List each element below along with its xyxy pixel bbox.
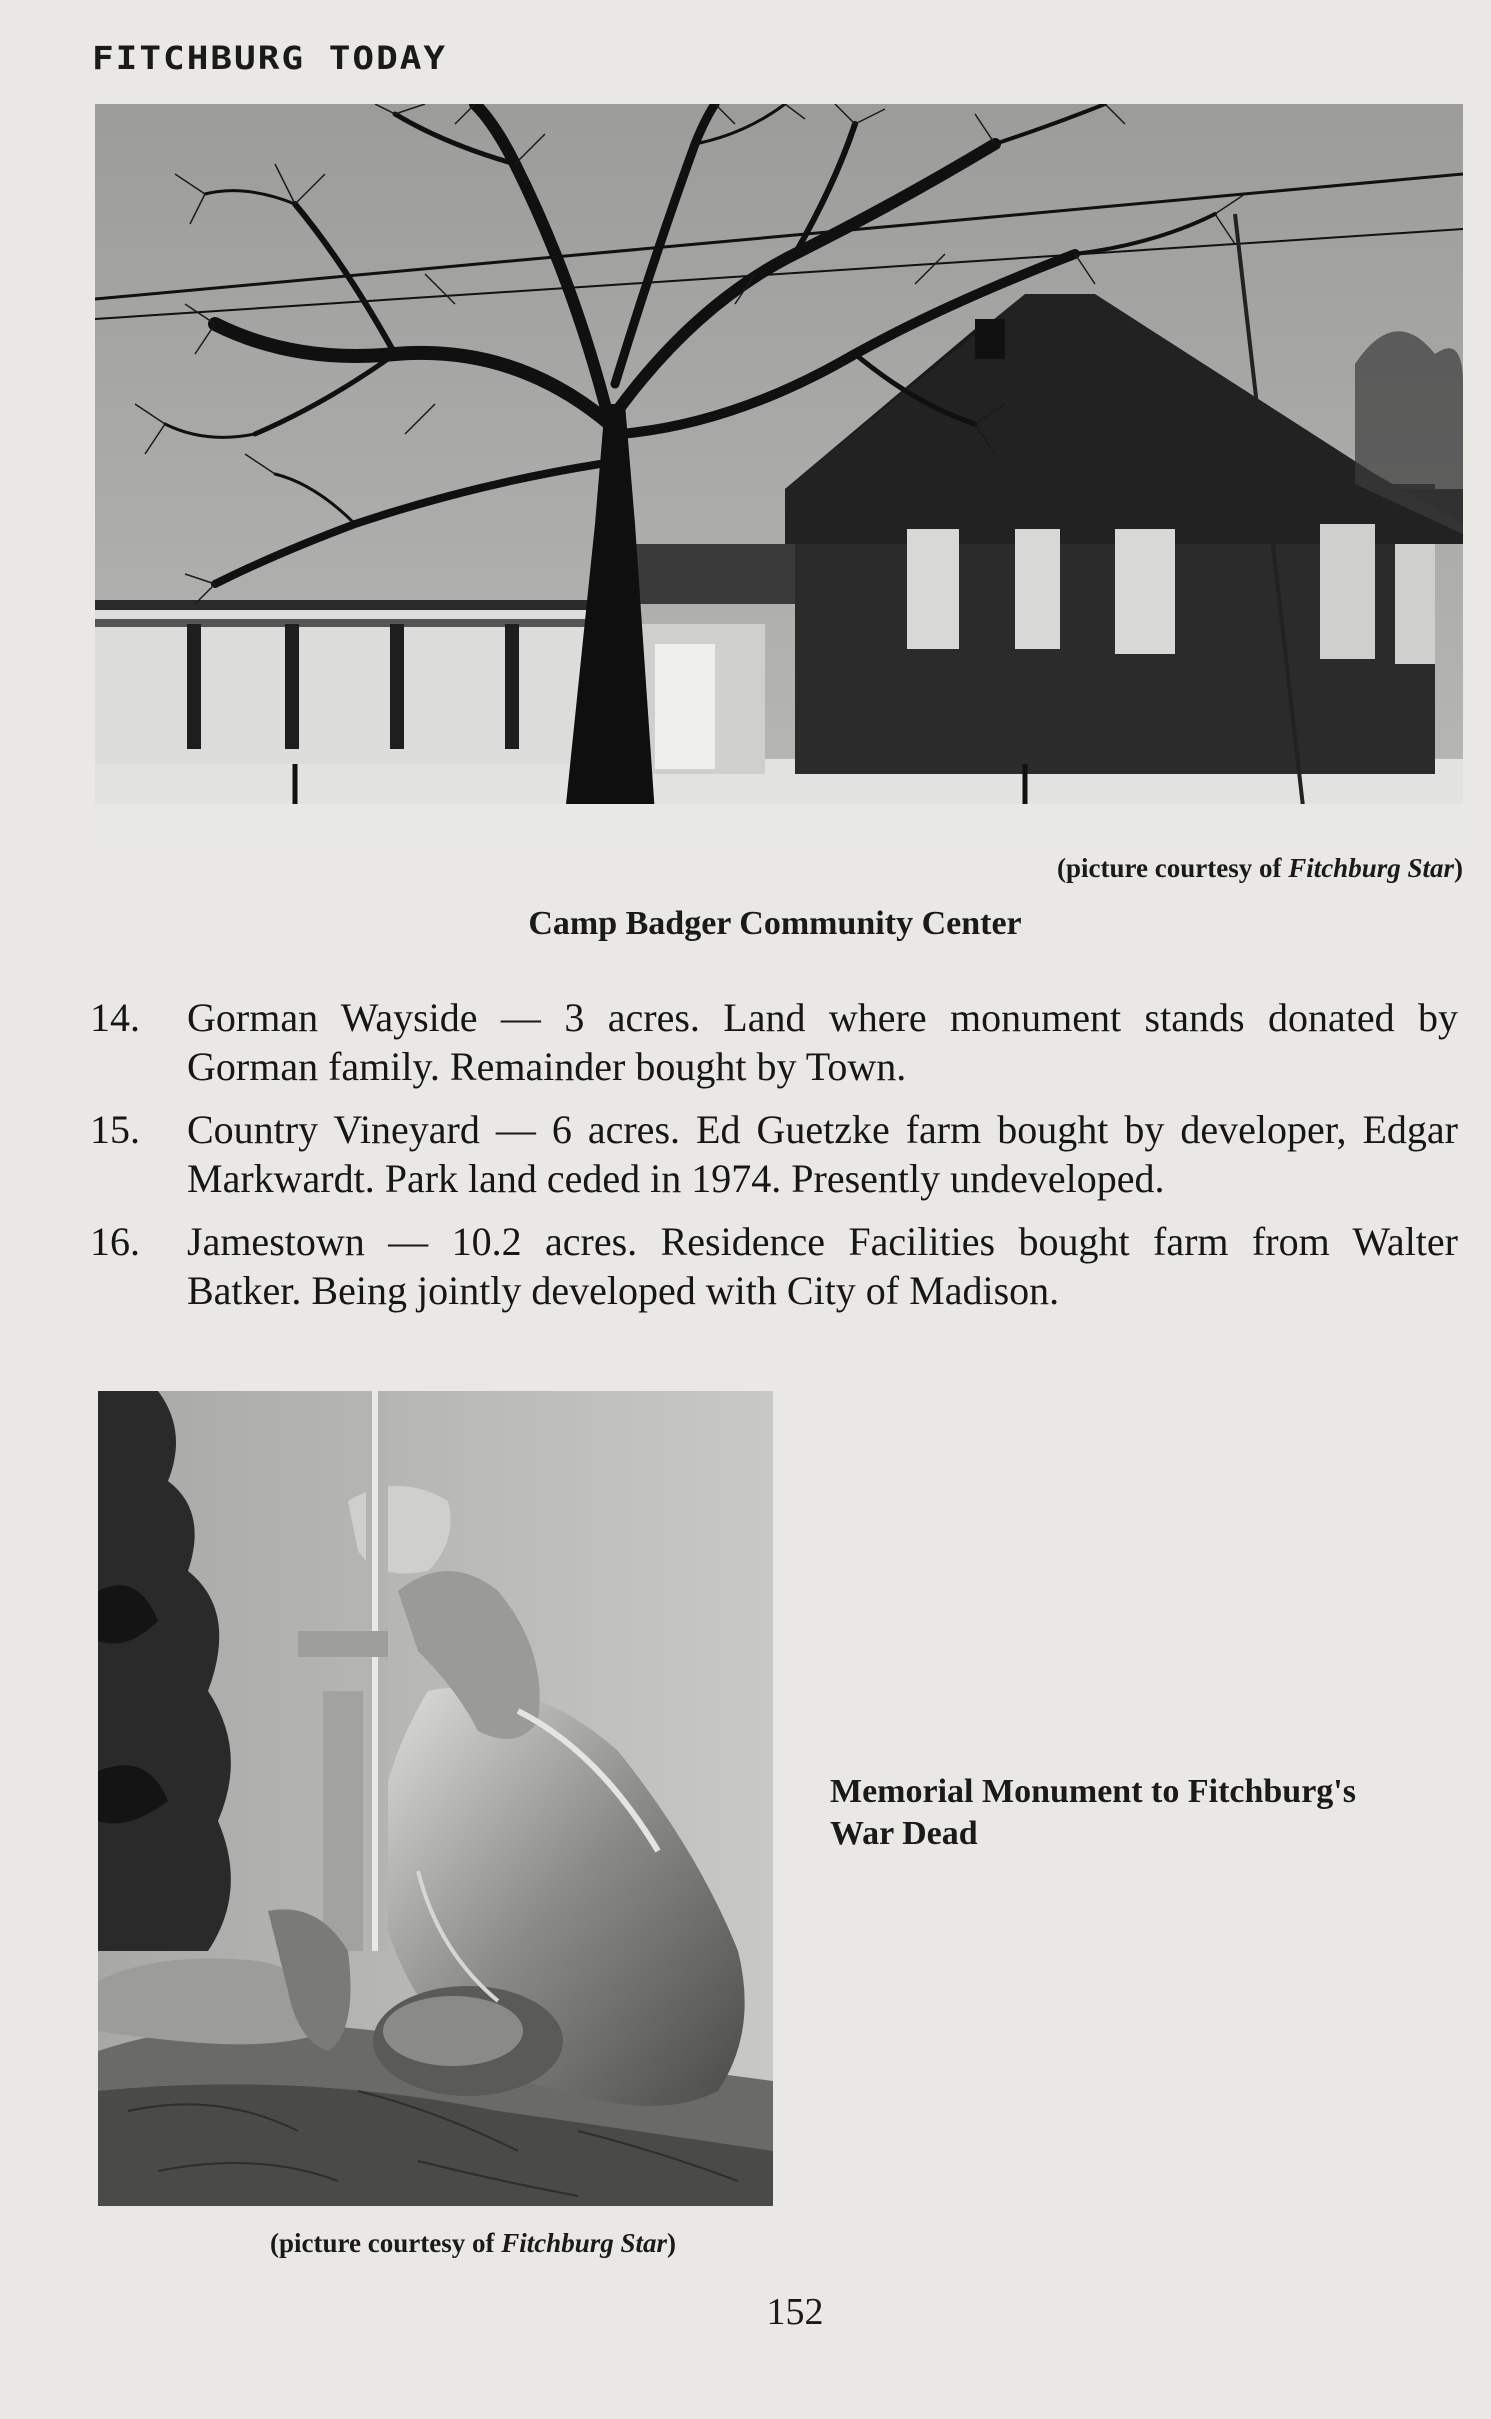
list-item-number: 14. — [90, 995, 140, 1040]
list-item — [90, 1105, 1458, 1203]
list-item-text: Country Vineyard — 6 acres. Ed Guetzke farm bought by developer, Edgar Markwardt. Park land ceded in 1974. Presently undeveloped. — [187, 1107, 1458, 1201]
running-head: FITCHBURG TODAY — [92, 40, 448, 77]
list-item-text: Gorman Wayside — 3 acres. Land where monument stands donated by Gorman family. Remainder bought by Town. — [187, 995, 1458, 1089]
credit-source: Fitchburg Star — [1288, 853, 1454, 883]
list-item-number: 15. — [90, 1107, 140, 1152]
monument-caption-line2: War Dead — [830, 1815, 978, 1852]
top-photo-credit — [1057, 853, 1463, 884]
memorial-monument-photo — [98, 1391, 773, 2206]
monument-caption — [830, 1771, 1470, 1855]
list-item-text: Jamestown — 10.2 acres. Residence Facilities bought farm from Walter Batker. Being jointly developed with City of Madison. — [187, 1219, 1458, 1313]
park-list — [90, 993, 1458, 1329]
monument-caption-line1: Memorial Monument to Fitchburg's — [830, 1773, 1356, 1810]
list-item — [90, 1217, 1458, 1315]
top-photo-caption: Camp Badger Community Center — [528, 905, 1022, 942]
page-number: 152 — [766, 2291, 824, 2333]
credit-prefix: (picture courtesy of — [270, 2228, 502, 2258]
credit-suffix: ) — [1454, 853, 1463, 883]
credit-suffix: ) — [667, 2228, 676, 2258]
bottom-photo-credit — [270, 2228, 676, 2259]
community-center-photo — [95, 104, 1463, 844]
list-item — [90, 993, 1458, 1091]
credit-source: Fitchburg Star — [501, 2228, 667, 2258]
list-item-number: 16. — [90, 1219, 140, 1264]
credit-prefix: (picture courtesy of — [1057, 853, 1289, 883]
